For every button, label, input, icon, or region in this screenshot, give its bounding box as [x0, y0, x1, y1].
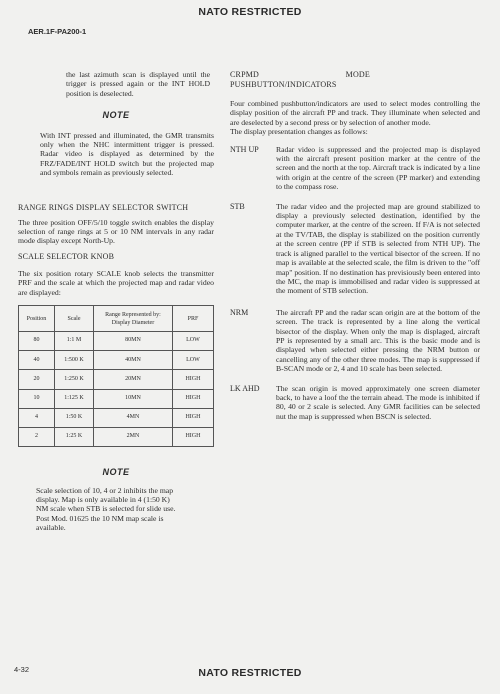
mode-text: The scan origin is moved approximately one screen diameter back, to have a loof the the terrain ahead. The mode is inhibited if 80, 40 or 2 scale is selected. Any GMR facilities can be selected nut the map is suppressed when BSCN is selected.: [276, 383, 480, 421]
mode-text: The aircraft PP and the radar scan origin are at the bottom of the screen. The track is represented by a line along the vertical bisector of the display. When only the map is displaged, aircraft PP is represented by a small arc. This is the basic mode and is displayed when selected either pressing the NRM button or cancelling any of the other three modes. The map is suppressed if B-SCAN mode or 2, 4 and 10 scale has been selected.: [276, 307, 480, 374]
table-cell: 80MN: [94, 332, 173, 351]
table-cell: 20MN: [94, 370, 173, 389]
table-cell: 40MN: [94, 351, 173, 370]
table-cell: 20: [19, 370, 55, 389]
mode-lk-ahd: [230, 384, 480, 422]
mode-label: LK AHD: [230, 383, 260, 393]
col-prf: PRF: [172, 306, 213, 332]
table-cell: 1:1 M: [54, 332, 93, 351]
mode-stb: [230, 202, 480, 296]
note-text: Scale selection of 10, 4 or 2 inhibits the map display. Map is only available in 4 (1:50 K) NM scale when STB is selected for slide use.: [36, 485, 176, 514]
table-cell: 10: [19, 389, 55, 408]
crpmd-intro-2: The display presentation changes as follows:: [230, 127, 368, 137]
intro-text: the last azimuth scan is displayed until the trigger is pressed again or the INT HOLD position is deselected.: [66, 70, 210, 98]
footer-classification: NATO RESTRICTED: [198, 667, 302, 679]
col-position: Position: [19, 306, 55, 332]
scale-knob-text: The six position rotary SCALE knob selects the transmitter PRF and the scale at which the projected map and radar video are displayed:: [18, 268, 214, 297]
table-cell: 4MN: [94, 408, 173, 427]
col-scale: Scale: [54, 306, 93, 332]
range-rings-heading: RANGE RINGS DISPLAY SELECTOR SWITCH: [18, 202, 189, 212]
table-cell: HIGH: [172, 408, 213, 427]
document-id: AER.1F-PA200-1: [28, 27, 87, 36]
note-block: [18, 486, 214, 533]
table-row: [19, 389, 214, 408]
note-text: Post Mod. 01625 the 10 NM map scale is available.: [36, 513, 164, 533]
table-row: [19, 332, 214, 351]
mode-nrm: [230, 308, 480, 374]
table-cell: 1:500 K: [54, 351, 93, 370]
header-classification: NATO RESTRICTED: [198, 6, 302, 18]
table-cell: HIGH: [172, 370, 213, 389]
table-cell: 1:25 K: [54, 428, 93, 447]
left-column: [18, 70, 214, 533]
scale-table: [18, 305, 214, 447]
note-title: NOTE: [102, 467, 130, 478]
table-cell: LOW: [172, 351, 213, 370]
table-cell: 2MN: [94, 428, 173, 447]
mode-label: NTH UP: [230, 144, 259, 154]
table-cell: LOW: [172, 332, 213, 351]
table-cell: 40: [19, 351, 55, 370]
table-cell: 1:250 K: [54, 370, 93, 389]
mode-label: NRM: [230, 307, 249, 317]
note-block: [18, 131, 214, 178]
crpmd-intro: Four combined pushbutton/indicators are used to select modes controlling the display position of the aircraft PP and track. They illuminate when selected and are deselected by a second press or by selection of another mode.: [230, 99, 480, 127]
table-cell: 10MN: [94, 389, 173, 408]
scale-knob-heading: SCALE SELECTOR KNOB: [18, 251, 115, 261]
table-cell: HIGH: [172, 428, 213, 447]
note-text: With INT pressed and illuminated, the GMR transmits only when the NHC intermittent trigger is pressed. Radar video is displayed as determined by the FRZ/FADE/INT HOLD switch but the projected map and symbols remain as previously selected.: [40, 130, 214, 178]
table-cell: 80: [19, 332, 55, 351]
mode-text: The radar video and the projected map are ground stabilized to display a previously selected destination, identified by the computer marker, at the centre of the screen. If F/A is not selected at the TV/TAB, the display is stabilized on the position currently at the screen centre (PP if STB is selected from NTH UP). The track is aligned parallel to the vertical bisector of the screen. If no map is available at the selected scale, the film is driven to the "off map" position. If no destination has previsiously been entered into the MC, the map is immobilised and radar video is suppressed at the moment of STB selection.: [276, 201, 480, 296]
note-title: NOTE: [102, 110, 130, 121]
table-cell: 2: [19, 428, 55, 447]
mode-nth-up: [230, 145, 480, 192]
table-row: [19, 428, 214, 447]
page-number: 4-32: [14, 665, 30, 674]
right-column: [230, 70, 480, 421]
table-cell: 1:50 K: [54, 408, 93, 427]
table-row: [19, 370, 214, 389]
range-rings-text: The three position OFF/5/10 toggle switch enables the display selection of range rings at 5 or 10 NM intervals in any radar mode display except North-Up.: [18, 217, 214, 246]
mode-label: STB: [230, 201, 245, 211]
col-range: Range Represented by: Display Diameter: [94, 306, 173, 332]
intro-paragraph: [18, 70, 214, 98]
table-header-row: [19, 306, 214, 332]
table-cell: HIGH: [172, 389, 213, 408]
crpmd-heading: CRPMD MODE PUSHBUTTON/INDICATORS: [230, 70, 370, 89]
table-cell: 1:125 K: [54, 389, 93, 408]
table-row: [19, 408, 214, 427]
table-cell: 4: [19, 408, 55, 427]
table-row: [19, 351, 214, 370]
mode-text: Radar video is suppressed and the projected map is displayed with the aircraft present position marker at the centre of the screen and the north at the top. Aircraft track is indicated by a line with origin at the centre of the screen (PP marker) and extending to the compass rose.: [276, 144, 480, 192]
